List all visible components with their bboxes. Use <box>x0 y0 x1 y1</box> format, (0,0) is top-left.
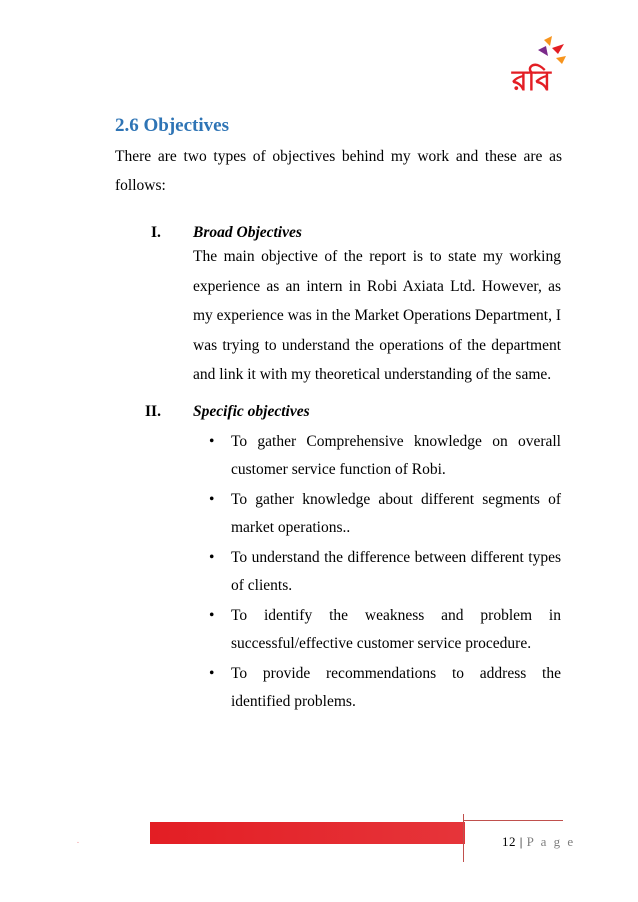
footer-divider-line <box>463 820 563 821</box>
page-number-value: 12 <box>502 834 516 849</box>
section-title: 2.6 Objectives <box>115 115 229 136</box>
list-item-text: To provide recommendations to address the identified problems. <box>231 665 561 710</box>
robi-logo <box>508 34 570 96</box>
objective-numeral-1: I. <box>151 224 161 241</box>
footer-red-bar <box>150 820 465 844</box>
list-item <box>193 602 561 657</box>
footer-tagline: an axiata company <box>98 852 166 860</box>
bullet-icon: • <box>209 491 215 508</box>
footer-logo-text: রবি <box>74 821 111 851</box>
list-item-text: To identify the weakness and problem in successful/effective customer service procedure. <box>231 607 561 652</box>
objective-heading-broad: Broad Objectives <box>193 224 302 241</box>
list-item-text: To understand the difference between different types of clients. <box>231 549 561 594</box>
list-item <box>193 486 561 541</box>
page-label: P a g e <box>526 834 576 849</box>
bullet-icon: • <box>209 665 215 682</box>
list-item <box>193 660 561 715</box>
intro-paragraph: There are two types of objectives behind my work and these are as follows: <box>115 148 562 194</box>
page-number <box>502 834 575 850</box>
page-separator: | <box>519 834 523 849</box>
footer-robi-logo <box>70 816 190 862</box>
list-item-text: To gather knowledge about different segments of market operations.. <box>231 491 561 536</box>
footer-vertical-divider <box>463 814 464 862</box>
robi-logo-text: রবি <box>512 64 551 96</box>
broad-objective-paragraph: The main objective of the report is to state my working experience as an intern in Robi Axiata Ltd. However, as my experience was in the Market Operations Department, I was trying to understand the operations of the department and link it with my theoretical understanding of the same. <box>193 248 561 383</box>
list-item <box>193 544 561 599</box>
list-item <box>193 428 561 483</box>
objective-heading-specific: Specific objectives <box>193 403 310 420</box>
list-item-text: To gather Comprehensive knowledge on overall customer service function of Robi. <box>231 433 561 478</box>
bullet-icon: • <box>209 433 215 450</box>
bullet-icon: • <box>209 607 215 624</box>
objective-numeral-2: II. <box>145 403 161 420</box>
bullet-icon: • <box>209 549 215 566</box>
specific-objectives-list <box>193 428 561 718</box>
